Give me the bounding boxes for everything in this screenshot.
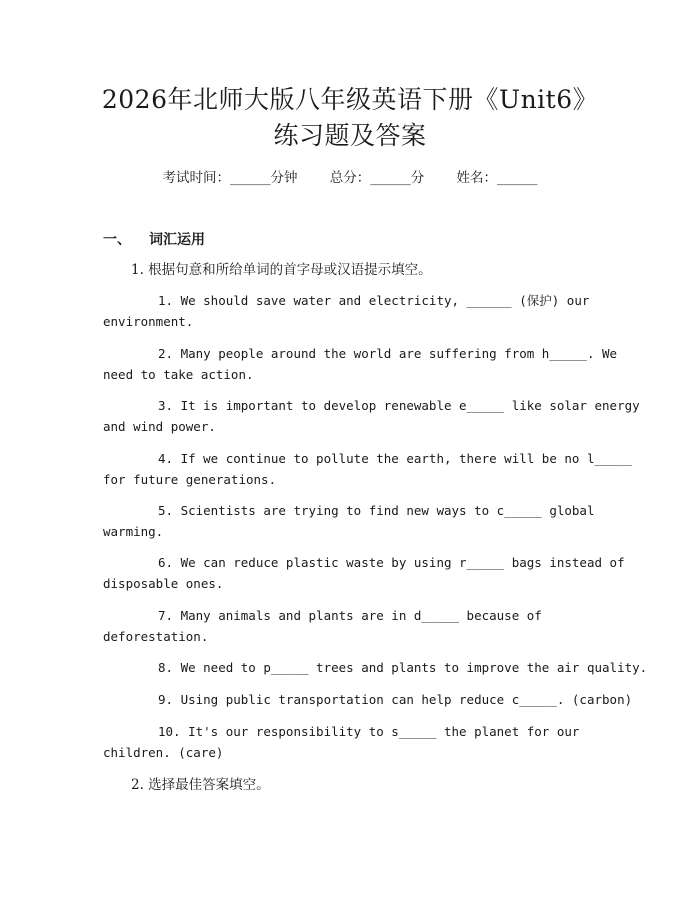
question-text: 4. If we continue to pollute the earth, there will be no l_____ [158,451,633,466]
question-text: 5. Scientists are trying to find new ways to c_____ global [158,503,595,518]
question-text-continued: deforestation. [103,628,209,644]
part-2-heading: 2. 选择最佳答案填空。 [131,777,270,793]
section-heading [103,230,205,250]
page-title-line-2: 练习题及答案 [273,121,427,150]
question-text: 8. We need to p_____ trees and plants to improve the air quality. [158,660,648,675]
question-2 [103,344,618,385]
question-9 [103,690,633,711]
question-text-continued: environment. [103,313,194,329]
question-7 [103,606,603,647]
question-text-continued: children. (care) [103,744,224,760]
question-8 [103,658,648,679]
part-1-heading: 1. 根据句意和所给单词的首字母或汉语提示填空。 [131,262,432,278]
question-text-continued: need to take action. [103,366,254,382]
question-5 [103,501,603,542]
question-text-continued: disposable ones. [103,575,224,591]
question-4 [103,449,633,490]
question-text-continued: for future generations. [103,471,277,487]
question-text: 9. Using public transportation can help reduce c_____. (carbon) [158,692,633,707]
question-3 [103,396,640,437]
question-text-continued: and wind power. [103,418,216,434]
question-6 [103,553,625,594]
exam-time-field: 考试时间：______分钟 [162,170,298,186]
question-text: 2. Many people around the world are suffering from h_____. We [158,346,618,361]
student-name-field: 姓名：______ [456,170,538,186]
exam-meta [0,168,700,188]
page-title-line-1: 2026年北师大版八年级英语下册《Unit6》 [101,85,599,114]
question-text: 1. We should save water and electricity, ______ (保护) our [158,293,590,308]
question-1 [103,291,603,332]
question-text-continued: warming. [103,523,164,539]
question-10 [103,722,603,763]
total-score-field: 总分：______分 [329,170,425,186]
question-text: 10. It's our responsibility to s_____ the planet for our [158,724,580,739]
section-title: 词汇运用 [149,232,205,248]
section-number: 一、 [103,232,131,248]
question-text: 6. We can reduce plastic waste by using r_____ bags instead of [158,555,625,570]
question-text: 7. Many animals and plants are in d_____ because of [158,608,542,623]
question-text: 3. It is important to develop renewable e_____ like solar energy [158,398,640,413]
